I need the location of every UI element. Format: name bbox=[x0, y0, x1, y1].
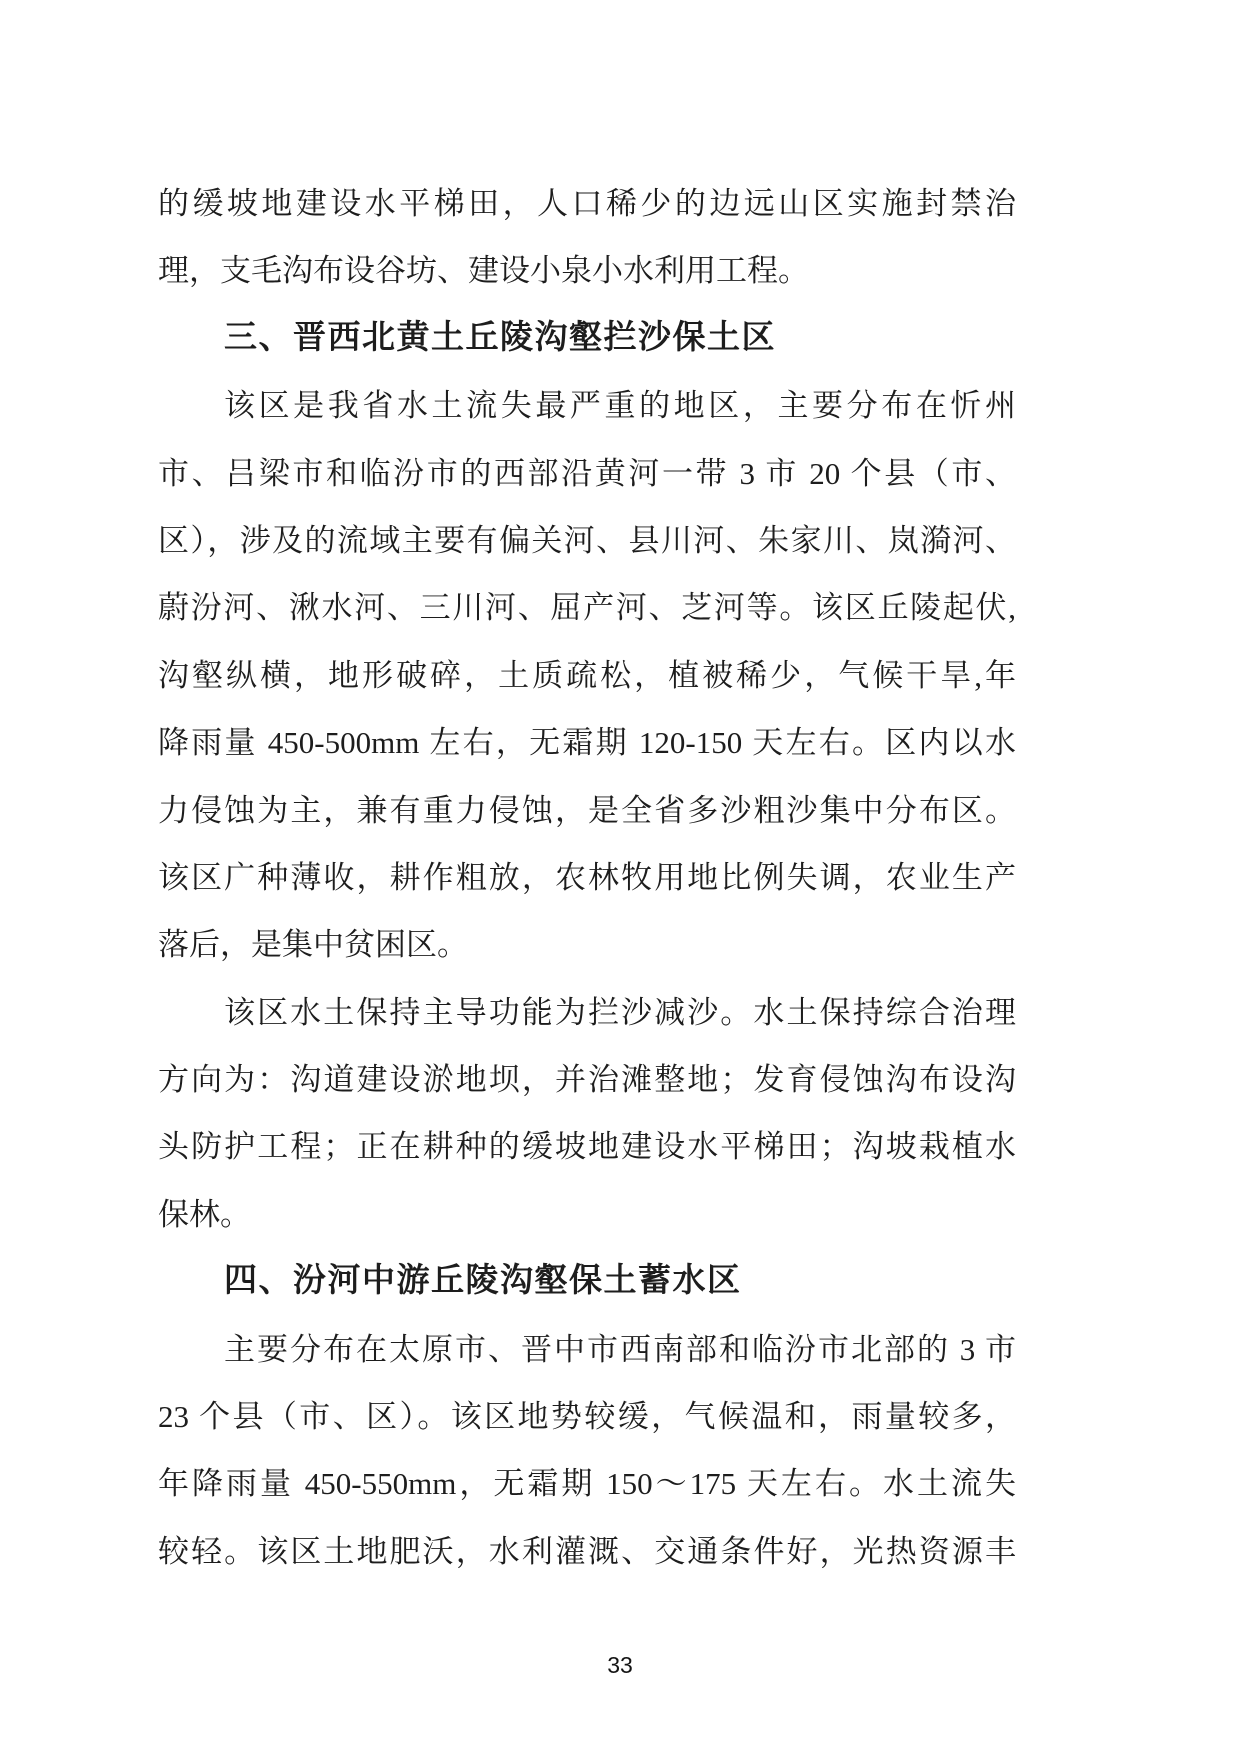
body-line: 降雨量 450-500mm 左右，无霜期 120-150 天左右。区内以水 bbox=[158, 725, 1016, 761]
body-line: 力侵蚀为主，兼有重力侵蚀，是全省多沙粗沙集中分布区。 bbox=[158, 792, 1016, 828]
body-line: 较轻。该区土地肥沃，水利灌溉、交通条件好，光热资源丰 bbox=[158, 1533, 1016, 1569]
body-line: 的缓坡地建设水平梯田，人口稀少的边远山区实施封禁治 bbox=[158, 186, 1016, 221]
body-line: 保林。 bbox=[158, 1196, 251, 1232]
body-line: 该区是我省水土流失最严重的地区，主要分布在忻州 bbox=[224, 388, 1016, 424]
body-line: 该区水土保持主导功能为拦沙减沙。水土保持综合治理 bbox=[224, 994, 1016, 1030]
section-4-heading: 四、汾河中游丘陵沟壑保土蓄水区 bbox=[224, 1263, 742, 1300]
body-line: 方向为：沟道建设淤地坝，并治滩整地；发育侵蚀沟布设沟 bbox=[158, 1062, 1016, 1098]
body-line: 区），涉及的流域主要有偏关河、县川河、朱家川、岚漪河、 bbox=[158, 522, 1016, 558]
body-line: 该区广种薄收，耕作粗放，农林牧用地比例失调，农业生产 bbox=[158, 859, 1016, 895]
body-line: 蔚汾河、湫水河、三川河、屈产河、芝河等。该区丘陵起伏, bbox=[158, 590, 1016, 626]
document-text-column bbox=[158, 170, 1016, 1585]
body-line: 头防护工程；正在耕种的缓坡地建设水平梯田；沟坡栽植水 bbox=[158, 1129, 1016, 1165]
body-line: 沟壑纵横，地形破碎，土质疏松，植被稀少，气候干旱,年 bbox=[158, 657, 1016, 693]
body-line: 23 个县（市、区）。该区地势较缓，气候温和，雨量较多， bbox=[158, 1399, 1016, 1435]
section-3-heading: 三、晋西北黄土丘陵沟壑拦沙保土区 bbox=[224, 319, 776, 356]
body-line: 年降雨量 450-550mm，无霜期 150～175 天左右。水土流失 bbox=[158, 1466, 1016, 1502]
page-number: 33 bbox=[607, 1652, 633, 1678]
body-line: 理，支毛沟布设谷坊、建设小泉小水利用工程。 bbox=[158, 253, 809, 289]
body-line: 市、吕梁市和临汾市的西部沿黄河一带 3 市 20 个县（市、 bbox=[158, 455, 1016, 491]
body-line: 主要分布在太原市、晋中市西南部和临汾市北部的 3 市 bbox=[224, 1331, 1016, 1367]
body-line: 落后，是集中贫困区。 bbox=[158, 927, 468, 963]
